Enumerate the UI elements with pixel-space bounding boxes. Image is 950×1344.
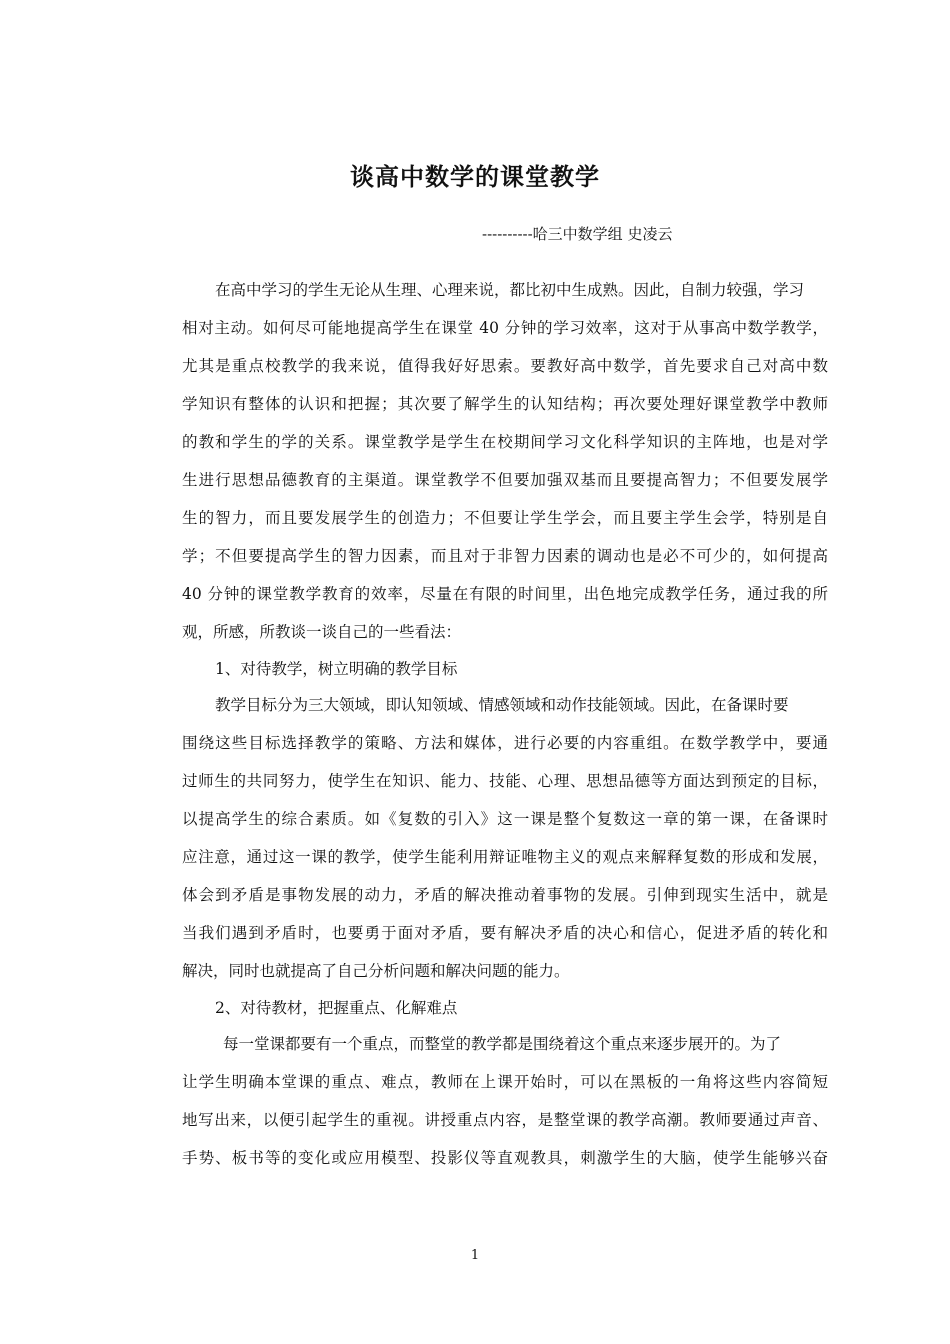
body-line: 围绕这些目标选择教学的策略、方法和媒体，进行必要的内容重组。在数学教学中，要通 [182, 734, 828, 752]
document-title: 谈高中数学的课堂教学 [350, 163, 600, 191]
section-heading: 1、对待教学，树立明确的教学目标 [215, 660, 458, 678]
body-line: 解决，同时也就提高了自己分析问题和解决问题的能力。 [182, 962, 570, 980]
body-line: 尤其是重点校教学的我来说，值得我好好思索。要教好高中数学，首先要求自己对高中数 [182, 357, 828, 375]
author-byline: ----------哈三中数学组 史凌云 [482, 225, 673, 243]
body-line: 学；不但要提高学生的智力因素，而且对于非智力因素的调动也是必不可少的，如何提高 [182, 547, 828, 565]
body-line: 让学生明确本堂课的重点、难点，教师在上课开始时，可以在黑板的一角将这些内容简短 [182, 1073, 828, 1091]
body-line: 的教和学生的学的关系。课堂教学是学生在校期间学习文化科学知识的主阵地，也是对学 [182, 433, 828, 451]
body-line: 生进行思想品德教育的主渠道。课堂教学不但要加强双基而且要提高智力；不但要发展学 [182, 471, 828, 489]
body-line: 当我们遇到矛盾时，也要勇于面对矛盾，要有解决矛盾的决心和信心，促进矛盾的转化和 [182, 924, 828, 942]
body-line: 过师生的共同努力，使学生在知识、能力、技能、心理、思想品德等方面达到预定的目标， [182, 772, 828, 790]
body-line: 观，所感，所教谈一谈自己的一些看法： [182, 623, 462, 641]
body-line: 教学目标分为三大领域，即认知领域、情感领域和动作技能领域。因此，在备课时要 [215, 696, 789, 714]
body-line: 生的智力，而且要发展学生的创造力；不但要让学生学会，而且要主学生会学，特别是自 [182, 509, 828, 527]
body-line: 体会到矛盾是事物发展的动力，矛盾的解决推动着事物的发展。引伸到现实生活中，就是 [182, 886, 828, 904]
body-line: 手势、板书等的变化或应用模型、投影仪等直观教具，刺激学生的大脑，使学生能够兴奋 [182, 1149, 828, 1167]
body-line: 相对主动。如何尽可能地提高学生在课堂 40 分钟的学习效率，这对于从事高中数学教学， [182, 319, 828, 337]
section-heading: 2、对待教材，把握重点、化解难点 [215, 999, 458, 1017]
body-line: 在高中学习的学生无论从生理、心理来说，都比初中生成熟。因此，自制力较强，学习 [215, 281, 805, 299]
body-line: 学知识有整体的认识和把握；其次要了解学生的认知结构；再次要处理好课堂教学中教师 [182, 395, 828, 413]
body-line: 应注意，通过这一课的教学，使学生能利用辩证唯物主义的观点来解释复数的形成和发展， [182, 848, 828, 866]
page-number: 1 [470, 1248, 480, 1263]
body-line: 地写出来，以便引起学生的重视。讲授重点内容，是整堂课的教学高潮。教师要通过声音、 [182, 1111, 828, 1129]
body-line: 以提高学生的综合素质。如《复数的引入》这一课是整个复数这一章的第一课，在备课时 [182, 810, 828, 828]
body-line: 每一堂课都要有一个重点，而整堂的教学都是围绕着这个重点来逐步展开的。为了 [223, 1035, 782, 1053]
body-line: 40 分钟的课堂教学教育的效率，尽量在有限的时间里，出色地完成教学任务，通过我的所 [182, 585, 828, 603]
